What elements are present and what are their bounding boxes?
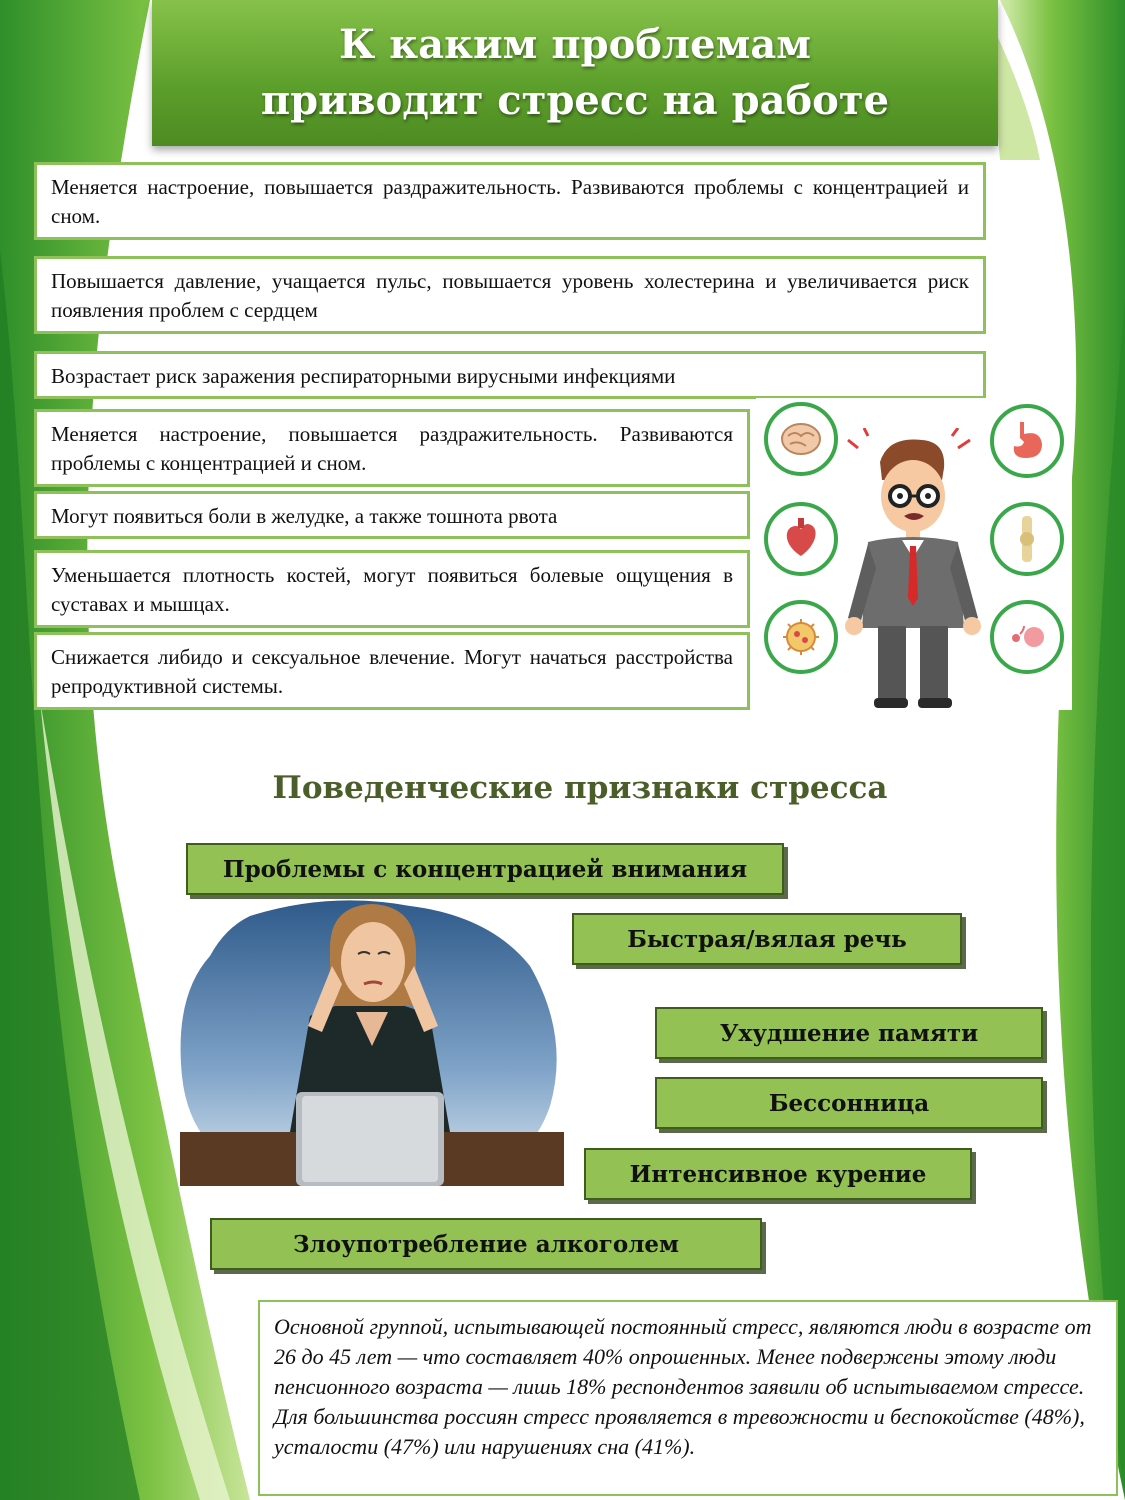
problem-text: Меняется настроение, повышается раздражительность. Развиваются проблемы с концентрацией и сном.	[51, 422, 733, 475]
heart-icon	[764, 502, 838, 576]
title-banner	[152, 0, 998, 146]
problem-box-mood-2	[34, 409, 750, 487]
problem-text: Повышается давление, учащается пульс, повышается уровень холестерина и увеличивается риск появления проблем с сердцем	[51, 269, 969, 322]
stressed-man-illustration	[756, 398, 1072, 710]
problem-box-heart	[34, 256, 986, 334]
tag-smoking: Интенсивное курение	[584, 1148, 972, 1200]
reproductive-icon	[990, 600, 1064, 674]
tag-insomnia: Бессонница	[655, 1077, 1043, 1129]
problem-text: Могут появиться боли в желудке, а также тошнота рвота	[51, 504, 558, 528]
virus-icon	[764, 600, 838, 674]
statistics-note: Основной группой, испытывающей постоянный стресс, являются люди в возрасте от 26 до 45 лет — что составляет 40% опрошенных. Менее подвержены этому люди пенсионного возраста — лишь 18% респондентов заявили об испытываемом стрессе. Для большинства россиян стресс проявляется в тревожности и беспокойстве (48%), усталости (47%) или нарушениях сна (41%).	[258, 1300, 1118, 1496]
joint-icon	[990, 502, 1064, 576]
problem-text: Снижается либидо и сексуальное влечение. Могут начаться расстройства репродуктивной системы.	[51, 645, 733, 698]
behavior-subtitle: Поведенческие признаки стресса	[272, 770, 888, 806]
tag-speech: Быстрая/вялая речь	[572, 913, 962, 965]
stomach-icon	[990, 404, 1064, 478]
problem-box-mood	[34, 162, 986, 240]
brain-icon	[764, 402, 838, 476]
problem-text: Возрастает риск заражения респираторными вирусными инфекциями	[51, 364, 676, 388]
problem-box-libido	[34, 632, 750, 710]
stressed-woman-illustration	[180, 896, 564, 1186]
stressed-man-figure	[838, 428, 988, 710]
problem-box-infection	[34, 351, 986, 399]
problem-box-bones	[34, 550, 750, 628]
tag-memory: Ухудшение памяти	[655, 1007, 1043, 1059]
problem-box-stomach	[34, 491, 750, 539]
problem-text: Меняется настроение, повышается раздражительность. Развиваются проблемы с концентрацией и сном.	[51, 175, 969, 228]
problem-text: Уменьшается плотность костей, могут появиться болевые ощущения в суставах и мышцах.	[51, 563, 733, 616]
page-title: К каким проблемам приводит стресс на работе	[260, 21, 890, 124]
tag-alcohol: Злоупотребление алкоголем	[210, 1218, 762, 1270]
tag-concentration: Проблемы с концентрацией внимания	[186, 843, 784, 895]
